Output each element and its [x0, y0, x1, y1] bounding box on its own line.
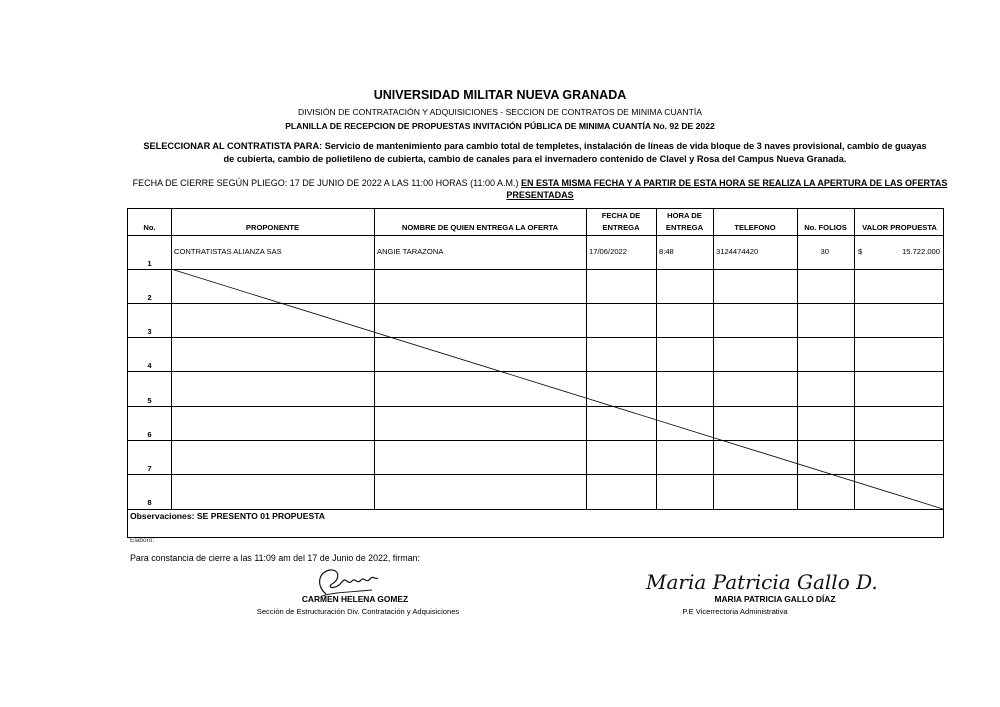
fecha-cierre — [130, 178, 950, 201]
signer-name-maria: MARIA PATRICIA GALLO DÍAZ — [714, 594, 836, 604]
row-number: 8 — [147, 498, 152, 507]
cell-hora: 8:48 — [659, 247, 674, 256]
fecha-cierre-text: FECHA DE CIERRE SEGÚN PLIEGO: 17 DE JUNIO DE 2022 A LAS 11:00 HORAS (11:00 A.M.) — [132, 178, 521, 188]
signature-maria — [640, 566, 880, 596]
signature-maria-text: Maria Patricia Gallo D. — [646, 570, 878, 594]
signer-role-maria: P.E Vicerrectoria Administrativa — [682, 607, 788, 616]
header-no: No. — [143, 223, 156, 232]
elaboro-label: Elaboro: — [130, 537, 155, 544]
cell-folios: 30 — [820, 247, 829, 256]
row-number: 4 — [147, 361, 152, 370]
observaciones: Observaciones: SE PRESENTO 01 PROPUESTA — [130, 511, 326, 521]
cell-fecha: 17/06/2022 — [589, 247, 628, 256]
header-fecha-line1: FECHA DE — [601, 211, 641, 220]
propuestas-table — [127, 208, 944, 538]
signer-role-carmen: Sección de Estructuración Div. Contratación y Adquisiciones — [256, 607, 460, 616]
row-number: 6 — [147, 430, 152, 439]
row-number: 1 — [147, 259, 152, 268]
header-fecha-line2: ENTREGA — [602, 223, 640, 232]
header-telefono: TELEFONO — [734, 223, 776, 232]
cell-valor: 15.722.000 — [901, 247, 940, 256]
apertura-text: EN ESTA MISMA FECHA Y A PARTIR DE ESTA HORA SE REALIZA LA APERTURA DE LAS OFERTAS PRESENTADAS — [506, 178, 948, 200]
planilla-title: PLANILLA DE RECEPCION DE PROPUESTAS INVITACIÓN PÚBLICA DE MINIMA CUANTÍA No. 92 DE 2022 — [285, 121, 715, 131]
constancia-text: Para constancia de cierre a las 11:09 am del 17 de Junio de 2022, firman: — [130, 553, 420, 563]
cell-telefono: 3124474420 — [716, 247, 759, 256]
seleccionar-text: SELECCIONAR AL CONTRATISTA PARA: Servicio de mantenimiento para cambio total de templetes, instalación de líneas de vida bloque de 3 naves provisional, cambio de guayas de cubierta, cambio de polietileno de cubierta, cambio de canales para el invernadero contenido de Clavel y Rosa del Campus Nueva Granada. — [143, 141, 927, 164]
signer-name-carmen: CARMEN HELENA GOMEZ — [301, 594, 409, 604]
cell-proponente: CONTRATISTAS ALIANZA SAS — [174, 247, 282, 256]
header-folios: No. FOLIOS — [804, 223, 847, 232]
header-valor: VALOR PROPUESTA — [862, 223, 937, 232]
header-hora-line1: HORA DE — [667, 211, 702, 220]
header-hora-line2: ENTREGA — [665, 223, 704, 232]
cell-nombre: ANGIE TARAZONA — [377, 247, 444, 256]
university-title: UNIVERSIDAD MILITAR NUEVA GRANADA — [373, 88, 627, 102]
row-number: 2 — [147, 293, 152, 302]
row-number: 3 — [147, 327, 152, 336]
division-subtitle: DIVISIÓN DE CONTRATACIÓN Y ADQUISICIONES - SECCION DE CONTRATOS DE MINIMA CUANTÍA — [298, 107, 702, 117]
row-number: 7 — [147, 464, 152, 473]
row-number: 5 — [147, 396, 152, 405]
cell-currency: $ — [858, 247, 863, 256]
cancel-diagonal-line — [128, 209, 944, 509]
header-nombre: NOMBRE DE QUIEN ENTREGA LA OFERTA — [401, 223, 559, 232]
header-proponente: PROPONENTE — [245, 223, 300, 232]
